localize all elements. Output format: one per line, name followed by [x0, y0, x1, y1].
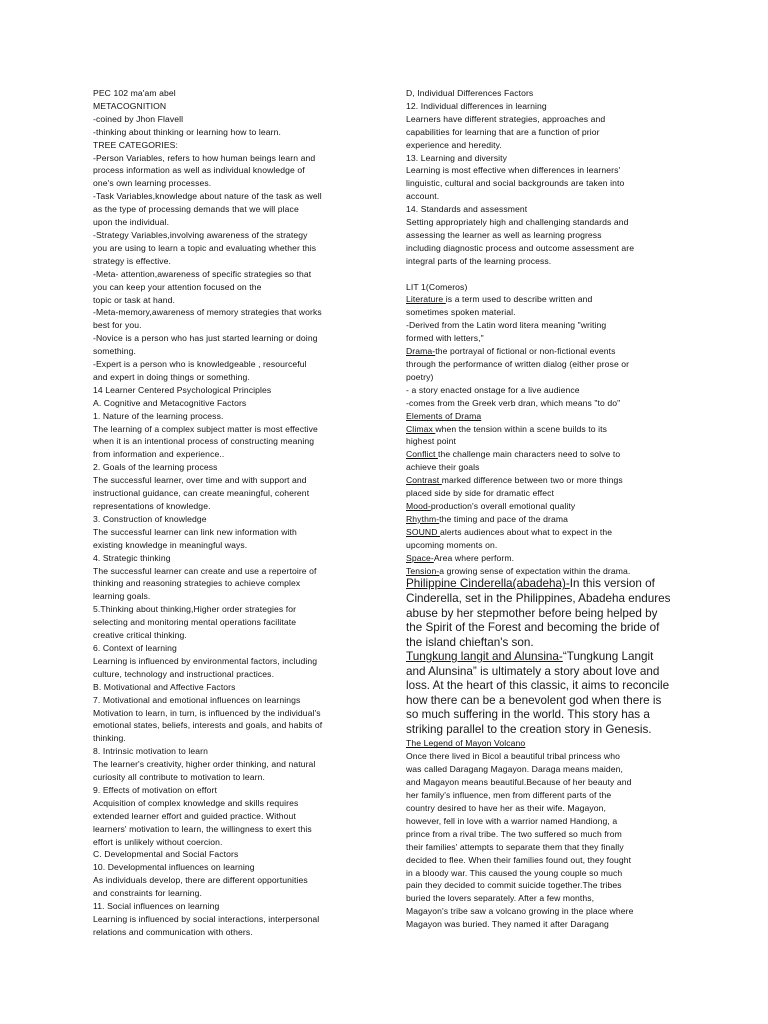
text-line: something.	[93, 346, 137, 357]
contrast-definition: Contrast marked difference between two or more things	[406, 475, 623, 486]
text-line: -Expert is a person who is knowledgeable , resourceful	[93, 359, 307, 370]
climax-definition-cont: highest point	[406, 436, 457, 447]
text-line: linguistic, cultural and social backgrounds are taken into	[406, 178, 625, 189]
text-line: D, Individual Differences Factors	[406, 88, 534, 98]
right-column	[406, 87, 674, 931]
text-line: As individuals develop, there are different opportunities	[93, 875, 308, 886]
climax-definition: Climax when the tension within a scene builds to its	[406, 423, 608, 434]
mayon-text-line: Once there lived in Bicol a beautiful tribal princess who	[406, 751, 620, 762]
text-line: culture, technology and instructional practices.	[93, 668, 275, 679]
text-line: 11. Social influences on learning	[93, 901, 220, 912]
conflict-definition: Conflict the challenge main characters need to solve to	[406, 449, 621, 460]
cinderella-text-line: Cinderella, set in the Philippines, Abadeha endures	[406, 591, 671, 605]
text-line: 14. Standards and assessment	[406, 204, 528, 215]
text-line: from information and experience..	[93, 449, 225, 460]
tension-definition: Tension-a growing sense of expectation within the drama.	[406, 565, 631, 576]
text-line: assessing the learner as well as learning progress	[406, 229, 602, 240]
text-line: learning goals.	[93, 591, 151, 602]
cinderella-term: Philippine Cinderella(abadeha)-	[406, 577, 570, 591]
text-line: The successful learner, over time and with support and	[93, 475, 307, 486]
text-line: -Novice is a person who has just started learning or doing	[93, 333, 318, 344]
conflict-term: Conflict	[406, 449, 438, 460]
text-line: C. Developmental and Social Factors	[93, 849, 239, 860]
cinderella-text-line: the island chieftan's son.	[406, 635, 534, 649]
text-line: instructional guidance, can create meaningful, coherent	[93, 488, 310, 499]
lit-heading: LIT 1(Comeros)	[406, 281, 468, 292]
tungkung-text-line: so much suffering in the world. This story has a	[406, 708, 650, 722]
mayon-text-line: in a bloody war. This caused the young couple so much	[406, 867, 623, 878]
text-line: -Meta-memory,awareness of memory strategies that works	[93, 307, 322, 318]
mayon-text-line: her family's influence, men from different parts of the	[406, 790, 612, 801]
drama-definition: Drama-the portrayal of fictional or non-fictional events	[406, 346, 616, 357]
text-line: -Task Variables,knowledge about nature of the task as well	[93, 191, 322, 202]
text-line: relations and communication with others.	[93, 926, 253, 937]
text-line: thinking.	[93, 733, 126, 744]
drama-note: - a story enacted onstage for a live audience	[406, 384, 580, 395]
text-line: -coined by Jhon Flavell	[93, 113, 184, 124]
text-line: TREE CATEGORIES:	[93, 139, 179, 150]
drama-term: Drama-	[406, 346, 436, 357]
text-line: Learning is most effective when differences in learners'	[406, 165, 621, 176]
tungkung-first-line: Tungkung langit and Alunsina-“Tungkung Langit	[406, 650, 654, 664]
sound-definition-cont: upcoming moments on.	[406, 539, 498, 550]
text-line: 9. Effects of motivation on effort	[93, 784, 217, 795]
conflict-definition-cont: achieve their goals	[406, 462, 480, 473]
drama-definition-cont: poetry)	[406, 371, 434, 382]
latin-origin-cont: formed with letters,"	[406, 333, 484, 344]
text-line: -Strategy Variables,involving awareness of the strategy	[93, 229, 308, 240]
mayon-text-line: and Magayon means beautiful.Because of her beauty and	[406, 777, 632, 788]
text-line: best for you.	[93, 320, 142, 331]
text-line: Learning is influenced by social interactions, interpersonal	[93, 914, 320, 924]
individual-differences-section	[406, 87, 674, 268]
mayon-text-line: buried the lovers separately. After a few months,	[406, 893, 595, 904]
text-line: 10. Developmental influences on learning	[93, 862, 255, 873]
text-line: when it is an intentional process of constructing meaning	[93, 436, 315, 447]
text-line: and constraints for learning.	[93, 888, 202, 899]
text-line: emotional states, beliefs, interests and goals, and habits of	[93, 720, 323, 731]
mood-definition: Mood-production's overall emotional quality	[406, 500, 576, 511]
text-line: extended learner effort and guided practice. Without	[93, 810, 296, 821]
text-line: 7. Motivational and emotional influences on learnings	[93, 694, 301, 705]
contrast-term: Contrast	[406, 475, 442, 486]
text-line: account.	[406, 191, 440, 202]
mayon-heading: The Legend of Mayon Volcano	[406, 738, 526, 749]
drama-definition-cont: through the performance of written dialog (either prose or	[406, 359, 630, 370]
text-line: The successful learner can create and use a repertoire of	[93, 565, 317, 576]
mayon-text-line: Magayon was buried. They named it after Daragang	[406, 919, 609, 930]
space-term: Space-	[406, 552, 434, 563]
contrast-definition-cont: placed side by side for dramatic effect	[406, 488, 555, 499]
text-line: you are using to learn a topic and evaluating whether this	[93, 242, 317, 253]
text-line: experience and heredity.	[406, 139, 502, 150]
text-line: Learning is influenced by environmental factors, including	[93, 655, 318, 666]
text-line: 4. Strategic thinking	[93, 552, 171, 563]
rhythm-definition: Rhythm-the timing and pace of the drama	[406, 513, 569, 524]
text-line: 5.Thinking about thinking,Higher order strategies for	[93, 604, 297, 615]
text-line: learners' motivation to learn, the willingness to exert this	[93, 823, 312, 834]
sound-definition: SOUND alerts audiences about what to expect in the	[406, 526, 613, 537]
text-line: upon the individual.	[93, 217, 170, 228]
literature-term: Literature	[406, 294, 446, 305]
text-line: 14 Learner Centered Psychological Principles	[93, 384, 272, 395]
text-line: Learners have different strategies, approaches and	[406, 113, 606, 124]
text-line: Acquisition of complex knowledge and skills requires	[93, 797, 299, 808]
text-line: The successful learner can link new information with	[93, 526, 297, 537]
cinderella-section	[406, 577, 674, 650]
tungkung-section	[406, 650, 674, 737]
text-line: Setting appropriately high and challenging standards and	[406, 217, 629, 228]
text-line: as the type of processing demands that we will place	[93, 204, 299, 215]
cinderella-text-line: the Spirit of the Forest and becoming the bride of	[406, 621, 660, 635]
text-line: thinking and reasoning strategies to achieve complex	[93, 578, 301, 589]
text-line: 13. Learning and diversity	[406, 152, 508, 163]
tungkung-text-line: loss. At the heart of this classic, it aims to reconcile	[406, 679, 670, 693]
latin-origin: -Derived from the Latin word litera meaning "writing	[406, 320, 607, 331]
section-gap	[406, 268, 674, 281]
text-line: -Person Variables, refers to how human beings learn and	[93, 152, 316, 163]
tension-term: Tension-	[406, 565, 440, 576]
text-line: 8. Intrinsic motivation to learn	[93, 746, 208, 757]
text-line: -Meta- attention,awareness of specific strategies so that	[93, 268, 312, 279]
mayon-text-line: Magayon's tribe saw a volcano growing in the place where	[406, 906, 634, 917]
text-line: and expert in doing things or something.	[93, 371, 250, 382]
text-line: A. Cognitive and Metacognitive Factors	[93, 397, 247, 408]
text-line: you can keep your attention focused on the	[93, 281, 262, 292]
mayon-text-line: pain they decided to commit suicide together.The tribes	[406, 880, 622, 891]
tungkung-term: Tungkung langit and Alunsina-	[406, 650, 563, 664]
text-line: Motivation to learn, in turn, is influenced by the individual's	[93, 707, 321, 718]
left-column	[93, 87, 371, 939]
text-line: process information as well as individual knowledge of	[93, 165, 305, 176]
text-line: including diagnostic process and outcome assessment are	[406, 242, 635, 253]
text-line: 2. Goals of the learning process	[93, 462, 218, 473]
text-line: B. Motivational and Affective Factors	[93, 681, 236, 692]
mayon-story	[406, 750, 674, 931]
text-line: capabilities for learning that are a function of prior	[406, 126, 600, 137]
text-line: PEC 102 ma'am abel	[93, 88, 176, 98]
mayon-text-line: country desired to have her as their wife. Magayon,	[406, 802, 606, 813]
text-line: 3. Construction of knowledge	[93, 513, 207, 524]
text-line: existing knowledge in meaningful ways.	[93, 539, 248, 550]
text-line: integral parts of the learning process.	[406, 255, 552, 266]
text-line: strategy is effective.	[93, 255, 171, 266]
text-line: effort is unlikely without coercion.	[93, 836, 223, 847]
text-line: curiosity all contribute to motivation to learn.	[93, 772, 265, 783]
drama-note: -comes from the Greek verb dran, which means "to do"	[406, 397, 621, 408]
text-line: 12. Individual differences in learning	[406, 100, 547, 111]
cinderella-first-line: Philippine Cinderella(abadeha)-In this version of	[406, 577, 655, 591]
tungkung-text-line: and Alunsina” is ultimately a story about love and	[406, 664, 660, 678]
literature-definition-cont: sometimes spoken material.	[406, 307, 516, 318]
space-definition: Space-Area where perform.	[406, 552, 515, 563]
text-line: The learner's creativity, higher order thinking, and natural	[93, 759, 316, 770]
text-line: -thinking about thinking or learning how to learn.	[93, 126, 281, 137]
cinderella-text-line: abuse by her stepmother before being helped by	[406, 606, 658, 620]
text-line: one's own learning processes.	[93, 178, 212, 189]
text-line: creative critical thinking.	[93, 630, 187, 641]
sound-term: SOUND	[406, 526, 441, 537]
text-line: selecting and monitoring mental operations facilitate	[93, 617, 297, 628]
mood-term: Mood-	[406, 500, 431, 511]
mayon-text-line: prince from a rival tribe. The two suffered so much from	[406, 828, 622, 839]
text-line: METACOGNITION	[93, 100, 167, 111]
mayon-text-line: however, fell in love with a warrior named Handiong, a	[406, 815, 618, 826]
mayon-text-line: decided to flee. When their families found out, they fought	[406, 854, 632, 865]
text-line: 1. Nature of the learning process.	[93, 410, 224, 421]
elements-heading: Elements of Drama	[406, 410, 482, 421]
text-line: topic or task at hand.	[93, 294, 175, 305]
tungkung-text-line: how there can be a benevolent god when there is	[406, 693, 662, 707]
mayon-text-line: was called Daragang Magayon. Daraga means maiden,	[406, 764, 623, 775]
rhythm-term: Rhythm-	[406, 513, 440, 524]
climax-term: Climax	[406, 423, 436, 434]
literature-definition: Literature is a term used to describe written and	[406, 294, 593, 305]
text-line: The learning of a complex subject matter is most effective	[93, 423, 318, 434]
mayon-text-line: their families' attempts to separate them that they finally	[406, 841, 624, 852]
text-line: 6. Context of learning	[93, 642, 177, 653]
text-line: representations of knowledge.	[93, 501, 211, 511]
tungkung-text-line: striking parallel to the creation story in Genesis.	[406, 722, 652, 736]
